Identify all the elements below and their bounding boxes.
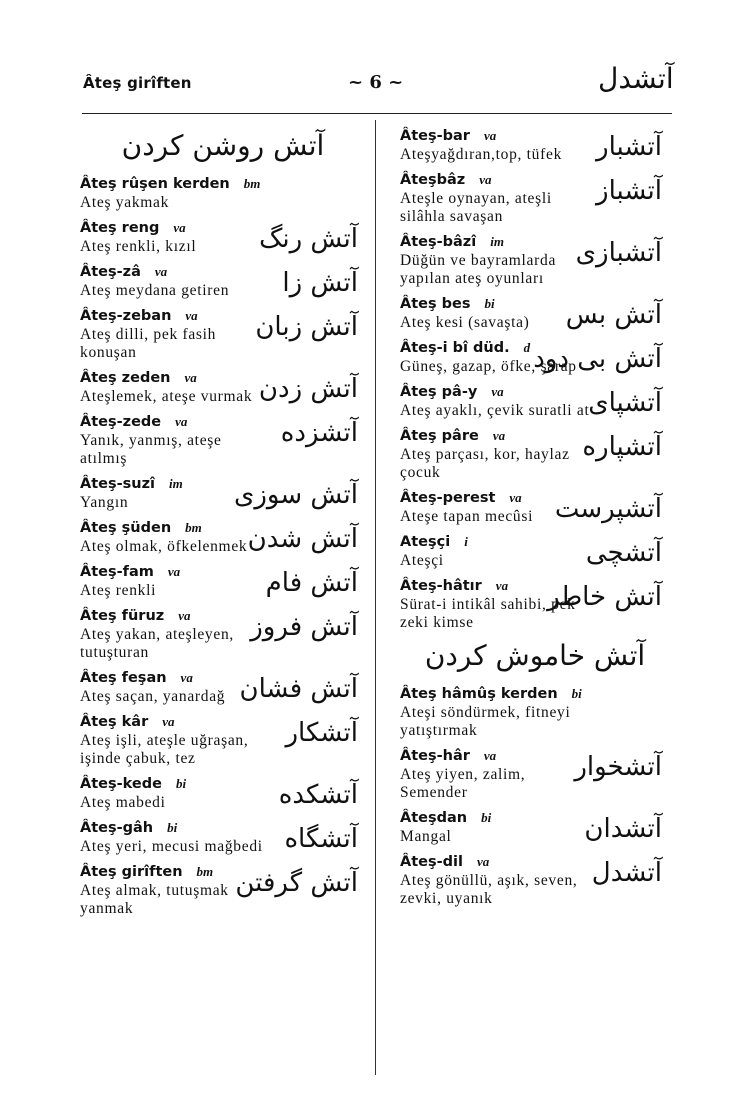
definition: Ateş yakmak [80, 194, 170, 211]
definition: Sürat-i intikâl sahibi, pek zeki kimse [400, 596, 576, 631]
part-of-speech: va [492, 428, 506, 443]
part-of-speech: va [185, 308, 198, 323]
headword: Âteş-i bî düd. [400, 340, 510, 356]
headword: Âteş-perest [400, 490, 496, 506]
arabic-form: آتش زا [282, 268, 358, 298]
dictionary-entry [400, 852, 670, 908]
headword: Âteş-zeban [80, 308, 172, 324]
arabic-form: آتشكده [278, 780, 358, 810]
dictionary-entry [400, 488, 670, 526]
arabic-form: آتش زدن [258, 374, 358, 404]
headword: Âteş kâr [80, 714, 149, 730]
definition: Yanık, yanmış, ateşe atılmış [80, 432, 222, 467]
arabic-form: آتشباز [596, 176, 662, 206]
dictionary-entry [80, 174, 366, 212]
headword: Âteş feşan [80, 670, 167, 686]
definition: Ateş yeri, mecusi mağbedi [80, 838, 263, 855]
dictionary-entry [400, 126, 670, 164]
definition: Ateş renkli, kızıl [80, 238, 197, 255]
part-of-speech: bm [185, 520, 202, 535]
headword: Âteş-hâtır [400, 578, 482, 594]
definition: Ateşle oynayan, ateşli silâhla savaşan [400, 190, 552, 225]
headword: Âteşdan [400, 810, 468, 826]
dictionary-entry [400, 294, 670, 332]
arabic-form: آتش خاطر [547, 582, 662, 612]
dictionary-entry [80, 862, 366, 918]
part-of-speech: va [495, 578, 509, 593]
running-head: Âteş girîften [83, 74, 192, 92]
definition: Ateşçi [400, 552, 444, 569]
part-of-speech: va [162, 714, 175, 729]
definition: Ateş renkli [80, 582, 157, 599]
definition: Ateş ayaklı, çevik suratli at [400, 402, 590, 419]
part-of-speech: va [167, 564, 181, 579]
dictionary-entry [80, 712, 366, 768]
definition: Ateşe tapan mecûsi [400, 508, 534, 525]
definition: Ateş yiyen, zalim, Semender [400, 766, 526, 801]
running-head-arabic: آتشدل [598, 62, 674, 95]
definition: Ateş olmak, öfkelenmek [80, 538, 248, 555]
arabic-form: آتش بس [565, 300, 662, 330]
arabic-heading: آتش خاموش كردن [424, 639, 646, 672]
part-of-speech: i [464, 534, 468, 549]
definition: Ateşi söndürmek, fitneyi yatıştırmak [400, 704, 571, 739]
headword: Âteş-dil [400, 854, 463, 870]
arabic-form: آتش سوزى [234, 480, 358, 510]
right-column [400, 126, 670, 914]
part-of-speech: bi [481, 810, 492, 825]
arabic-form: آتشچى [585, 538, 662, 568]
definition: Mangal [400, 828, 452, 845]
dictionary-entry [400, 576, 670, 632]
arabic-form: آتشپاى [588, 388, 662, 418]
part-of-speech: va [175, 414, 188, 429]
dictionary-entry [400, 426, 670, 482]
definition: Ateş dilli, pek fasih konuşan [80, 326, 217, 361]
dictionary-entry [80, 368, 366, 406]
headword: Âteş-suzî [80, 476, 155, 492]
definition: Ateşyağdıran,top, tüfek [400, 146, 563, 163]
part-of-speech: va [483, 748, 497, 763]
arabic-form: آتشبار [596, 132, 662, 162]
arabic-form: آتش رنگ [259, 224, 358, 254]
headword: Âteş-bar [400, 128, 470, 144]
headword: Âteş-kede [80, 776, 162, 792]
dictionary-entry [80, 412, 366, 468]
dictionary-entry [80, 518, 366, 556]
dictionary-entry [80, 306, 366, 362]
part-of-speech: bm [243, 176, 261, 191]
dictionary-entry [400, 170, 670, 226]
part-of-speech: bi [167, 820, 178, 835]
arabic-form: آتشپرست [554, 494, 662, 524]
definition: Ateş yakan, ateşleyen, tutuşturan [80, 626, 234, 661]
dictionary-entry [80, 668, 366, 706]
definition: Ateş saçan, yanardağ [80, 688, 226, 705]
dictionary-entry [80, 262, 366, 300]
arabic-form: آتش شدن [247, 524, 358, 554]
definition: Ateş almak, tutuşmak yanmak [80, 882, 229, 917]
headword: Âteş hâmûş kerden [400, 686, 558, 702]
definition: Ateş meydana getiren [80, 282, 230, 299]
headword: Âteşbâz [400, 172, 466, 188]
headword: Ateşçi [400, 534, 451, 550]
definition: Yangın [80, 494, 129, 511]
headword: Âteş girîften [80, 864, 183, 880]
definition: Ateş parçası, kor, haylaz çocuk [400, 446, 570, 481]
arabic-heading: آتش روشن كردن [121, 129, 325, 162]
page-number: ~ 6 ~ [348, 72, 404, 93]
part-of-speech: va [479, 172, 492, 187]
arabic-form: آتشگاه [284, 824, 358, 854]
dictionary-entry [400, 684, 670, 740]
column-divider [375, 120, 376, 1075]
dictionary-entry [400, 382, 670, 420]
entry-list [80, 174, 366, 918]
part-of-speech: bm [196, 864, 214, 879]
headword: Âteş-bâzî [400, 234, 477, 250]
arabic-form: آتشبازى [575, 238, 662, 268]
arabic-form: آتش فشان [239, 674, 358, 704]
part-of-speech: im [169, 476, 183, 491]
dictionary-entry [400, 232, 670, 288]
headword: Âteş füruz [80, 608, 165, 624]
dictionary-entry [80, 218, 366, 256]
arabic-form: آتشكار [285, 718, 358, 748]
headword: Âteş-hâr [400, 748, 470, 764]
headword: Âteş-gâh [80, 820, 154, 836]
dictionary-entry [80, 774, 366, 812]
headword: Âteş-fam [80, 564, 154, 580]
headword: Âteş pâ-y [400, 384, 478, 400]
arabic-form: آتشپاره [582, 432, 662, 462]
dictionary-entry [80, 474, 366, 512]
arabic-form: آتشدل [591, 858, 662, 888]
arabic-form: آتشزده [280, 418, 358, 448]
headword: Âteş zeden [80, 370, 171, 386]
part-of-speech: va [509, 490, 522, 505]
header-rule [82, 113, 672, 114]
part-of-speech: va [483, 128, 497, 143]
definition: Düğün ve bayramlarda yapılan ateş oyunları [400, 252, 557, 287]
dictionary-entry [400, 532, 670, 570]
dictionary-entry [400, 746, 670, 802]
headword: Âteş reng [80, 220, 160, 236]
definition: Ateş gönüllü, aşık, seven, zevki, uyanık [400, 872, 578, 907]
arabic-form: آتش فام [265, 568, 358, 598]
part-of-speech: bi [484, 296, 495, 311]
entry-list [400, 126, 670, 632]
part-of-speech: bi [175, 776, 187, 791]
dictionary-entry [400, 338, 670, 376]
headword: Âteş-zâ [80, 264, 141, 280]
headword: Âteş şüden [80, 520, 172, 536]
dictionary-entry [80, 562, 366, 600]
part-of-speech: d [523, 340, 531, 355]
part-of-speech: va [184, 370, 197, 385]
entry-list [400, 684, 670, 908]
definition: Güneş, gazap, öfke, şarap [400, 358, 577, 375]
arabic-form: آتش فروز [250, 612, 358, 642]
part-of-speech: va [476, 854, 490, 869]
headword: Âteş bes [400, 296, 471, 312]
definition: Ateş kesi (savaşta) [400, 314, 530, 331]
dictionary-entry [80, 606, 366, 662]
part-of-speech: va [173, 220, 186, 235]
definition: Ateş işli, ateşle uğraşan, işinde çabuk, tez [80, 732, 249, 767]
part-of-speech: va [154, 264, 168, 279]
definition: Ateş mabedi [80, 794, 166, 811]
left-column [80, 126, 366, 924]
part-of-speech: im [490, 234, 504, 249]
arabic-form: آتشخوار [574, 752, 662, 782]
dictionary-entry [80, 818, 366, 856]
definition: Ateşlemek, ateşe vurmak [80, 388, 253, 405]
arabic-form: آتش زبان [255, 312, 358, 342]
arabic-form: آتشدان [584, 814, 662, 844]
part-of-speech: bi [571, 686, 582, 701]
dictionary-entry [400, 808, 670, 846]
headword: Âteş pâre [400, 428, 479, 444]
part-of-speech: va [180, 670, 193, 685]
headword: Âteş-zede [80, 414, 162, 430]
arabic-form: آتش گرفتن [235, 868, 358, 898]
part-of-speech: va [491, 384, 504, 399]
part-of-speech: va [178, 608, 191, 623]
headword: Âteş rûşen kerden [80, 176, 230, 192]
arabic-form: آتش بى دود [533, 344, 662, 374]
